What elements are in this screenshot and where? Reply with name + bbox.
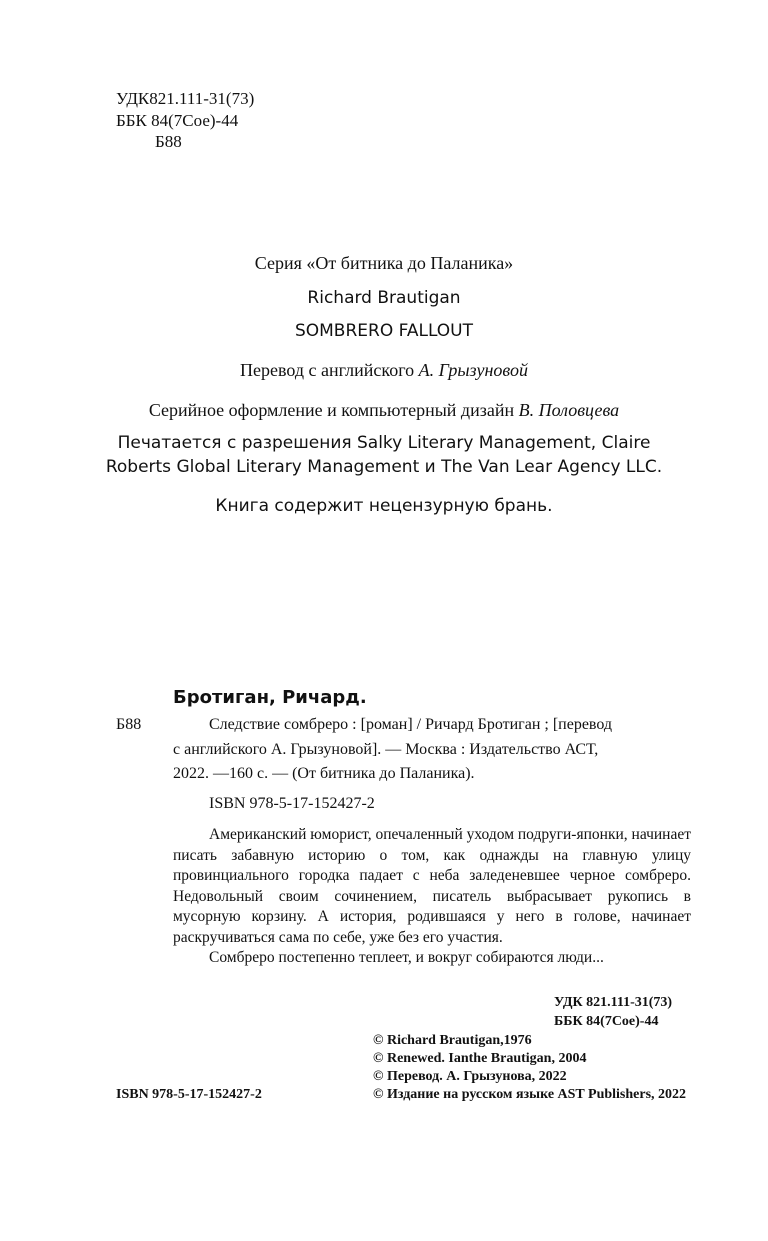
author-original: Richard Brautigan bbox=[307, 288, 461, 308]
footer-isbn: ISBN 978-5-17-152427-2 bbox=[116, 1087, 262, 1102]
translator-name: А. Грызуновой bbox=[418, 360, 528, 380]
catalog-entry-line-1: Следствие сомбреро : [роман] / Ричард Бротиган ; [перевод bbox=[209, 716, 613, 733]
copyright-author: © Richard Brautigan,1976 bbox=[373, 1033, 532, 1048]
designer-name: В. Половцева bbox=[518, 400, 620, 420]
title-original: SOMBRERO FALLOUT bbox=[294, 321, 474, 341]
annotation-paragraph: Американский юморист, опечаленный уходом подруги-японки, начинает писать забавную историю о том, как однажды на главную улицу провинциального городка падает с неба заледеневшее черное сомбреро. Недовольный своим сочинением, писатель выбрасывает рукопись в мусорную корзину. А история, родившаяся у него в голове, начинает раскручиваться сама по себе, уже без его участия. bbox=[173, 826, 691, 946]
bbk-header: ББК 84(7Сое)-44 bbox=[116, 111, 239, 130]
design-prefix: Серийное оформление и компьютерный дизайн bbox=[148, 400, 515, 420]
permission-line-2: Roberts Global Literary Management и The Van Lear Agency LLC. bbox=[105, 457, 663, 477]
catalog-author-heading: Бротиган, Ричард. bbox=[173, 687, 367, 708]
content-warning: Книга содержит нецензурную брань. bbox=[215, 496, 553, 516]
design-credit bbox=[0, 398, 768, 422]
annotation bbox=[173, 825, 691, 969]
catalog-bbk: ББК 84(7Сое)-44 bbox=[554, 1014, 659, 1029]
copyright-edition: © Издание на русском языке AST Publishers, 2022 bbox=[373, 1087, 687, 1102]
catalog-code: Б88 bbox=[116, 716, 142, 733]
copyright-renewed: © Renewed. Ianthe Brautigan, 2004 bbox=[373, 1051, 587, 1066]
catalog-entry-line-3: 2022. —160 с. — (От битника до Паланика). bbox=[173, 765, 475, 782]
author-code-header: Б88 bbox=[155, 132, 182, 151]
series-title: Серия «От битника до Паланика» bbox=[254, 253, 514, 273]
udk-header: УДК821.111-31(73) bbox=[116, 89, 255, 108]
catalog-isbn: ISBN 978-5-17-152427-2 bbox=[209, 795, 375, 812]
catalog-entry-line-2: с английского А. Грызуновой]. — Москва : Издательство АСТ, bbox=[173, 741, 599, 758]
translation-prefix: Перевод с английского bbox=[240, 360, 415, 380]
translation-credit bbox=[0, 358, 768, 382]
annotation-paragraph: Сомбреро постепенно теплеет, и вокруг собираются люди... bbox=[209, 949, 604, 966]
catalog-udk: УДК 821.111-31(73) bbox=[554, 995, 673, 1010]
copyright-translation: © Перевод. А. Грызунова, 2022 bbox=[373, 1069, 567, 1084]
permission-line-1: Печатается с разрешения Salky Literary Management, Claire bbox=[117, 433, 651, 453]
